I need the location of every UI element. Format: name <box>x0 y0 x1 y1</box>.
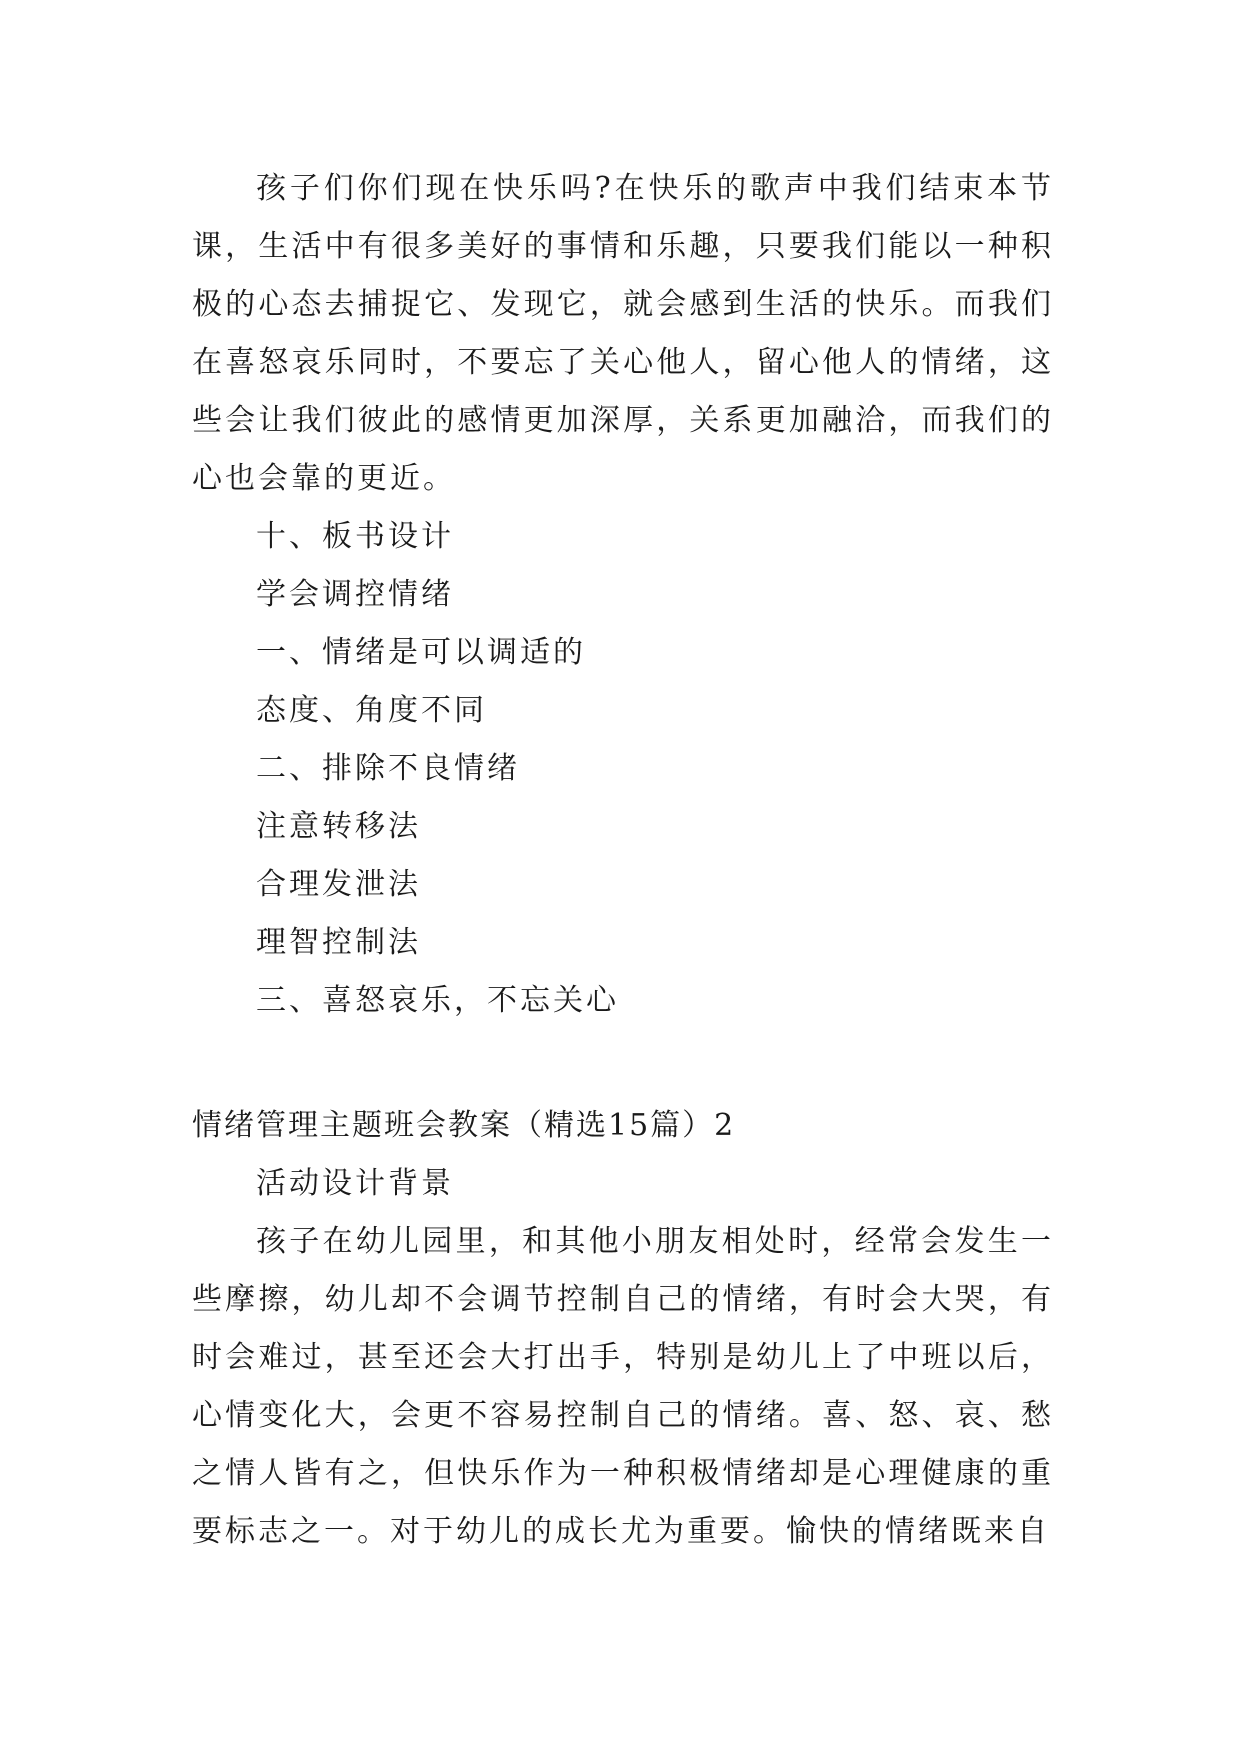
section-2 <box>192 1155 1054 1561</box>
board-line-point-1: 一、情绪是可以调适的 <box>256 635 586 670</box>
board-line-method-1: 注意转移法 <box>256 809 421 844</box>
board-line-point-2: 二、排除不良情绪 <box>256 751 520 786</box>
section-1 <box>192 160 1054 1030</box>
board-line-point-1-detail: 态度、角度不同 <box>256 693 487 728</box>
board-line-heading: 十、板书设计 <box>256 519 454 554</box>
section-2-title: 情绪管理主题班会教案（精选15篇）2 <box>192 1108 736 1143</box>
closing-paragraph: 孩子们你们现在快乐吗?在快乐的歌声中我们结束本节课，生活中有很多美好的事情和乐趣，只要我们能以一种积极的心态去捕捉它、发现它，就会感到生活的快乐。而我们在喜怒哀乐同时，不要忘了关心他人，留心他人的情绪，这些会让我们彼此的感情更加深厚，关系更加融洽，而我们的心也会靠的更近。 <box>192 171 1054 496</box>
section-2-subheading: 活动设计背景 <box>256 1166 454 1201</box>
board-line-title: 学会调控情绪 <box>256 577 454 612</box>
board-line-method-3: 理智控制法 <box>256 925 421 960</box>
board-line-method-2: 合理发泄法 <box>256 867 421 902</box>
board-line-point-3: 三、喜怒哀乐，不忘关心 <box>256 983 619 1018</box>
section-2-paragraph: 孩子在幼儿园里，和其他小朋友相处时，经常会发生一些摩擦，幼儿却不会调节控制自己的情绪，有时会大哭，有时会难过，甚至还会大打出手，特别是幼儿上了中班以后，心情变化大，会更不容易控制自己的情绪。喜、怒、哀、愁之情人皆有之，但快乐作为一种积极情绪却是心理健康的重要标志之一。对于幼儿的成长尤为重要。愉快的情绪既来自 <box>192 1224 1054 1549</box>
